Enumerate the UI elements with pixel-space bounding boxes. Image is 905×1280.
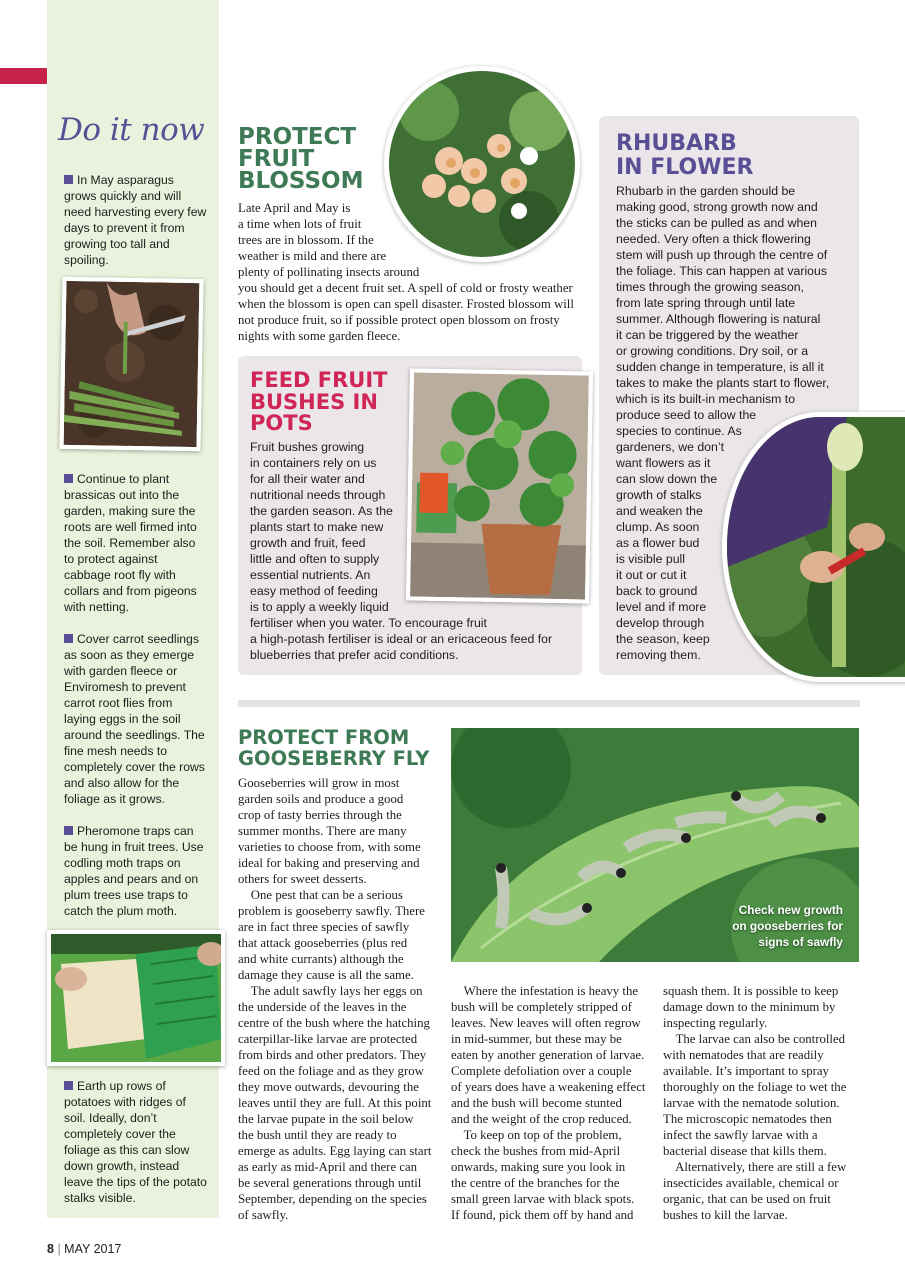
rhubarb-body: Rhubarb in the garden should be making good, strong growth now and the sticks can be pulled as and when needed. Very often a thick flowering stem will push up through the centre of the foliage. This can happen at various times through the growing season, from late spring through until late summer. Although flowering is natural it can be triggered by the weather or growing conditions. Dry soil, or a sudden change in temperature, is all it takes to make the plants start to flower, which is its built-in mechanism to produce seed to allow the species to continue. As gardeners, we don’t want flowers as it can slow down the growth of stalks and weaken the clump. As soon as a flower bud is visible pull it out or cut it back to ground level and if more develop through the season, keep removing them.	[616, 184, 830, 662]
gooseberry-column-1: Gooseberries will grow in most garden soils and produce a good crop of tasty berries through the summer months. There are many varieties to choose from, with some ideal for baking and preserving and others for sweet desserts. One pest that can be a serious problem is gooseberry sawfly. There are in fact three species of sawfly that attack gooseberries (plus red and white currants) although the damage they cause is all the same. The adult sawfly lays her eggs on the underside of the leaves in the centre of the bush where the hatching caterpillar-like larvae are protected from birds and other predators. They feed on the foliage and as they grow they move outwards, devouring the leaves until they are full. At this point the larvae pupate in the soil below the bush until they are ready to emerge as adults. Egg laying can start as early as mid-April and there can be several generations through until September, depending on the species of sawfly.	[238, 776, 432, 1222]
sidebar-heading: Do it now	[58, 112, 205, 148]
bullet-square-icon	[64, 1081, 73, 1090]
bullet-square-icon	[64, 175, 73, 184]
tip-potatoes: Earth up rows of potatoes with ridges of soil. Ideally, don’t completely cover the foliage as this can slow down growth, instead leave the tips of the potato stalks visible.	[64, 1079, 207, 1205]
tip-carrots: Cover carrot seedlings as soon as they emerge with garden fleece or Enviromesh to prevent carrot root flies from laying eggs in the soil around the seedlings. The fine mesh needs to completely cover the rows and also allow for the foliage as it grows.	[64, 632, 205, 806]
rhubarb-title: RHUBARB IN FLOWER	[616, 131, 754, 180]
page-footer	[47, 1242, 121, 1256]
section-divider	[238, 700, 860, 707]
sawfly-caption: Check new growth on gooseberries for signs of sawfly	[732, 903, 843, 949]
issue-date: MAY 2017	[64, 1242, 122, 1256]
asparagus-photo	[60, 277, 204, 451]
blossom-body: Late April and May is a time when lots of fruit trees are in blossom. If the weather is mild and there are plenty of pollinating insects around you should get a decent fruit set. A spell of cold or frosty weather when the blossom is open can spell disaster. Frosted blossom will not produce fruit, so if possible protect open blossom on frosty nights with some garden fleece.	[238, 201, 574, 343]
page-number: 8	[47, 1242, 54, 1256]
sawfly-photo	[451, 728, 859, 962]
tip-asparagus: In May asparagus grows quickly and will need harvesting every few days to prevent it from growing too tall and spoiling.	[64, 173, 207, 267]
feed-title: FEED FRUIT BUSHES IN POTS	[250, 368, 388, 435]
bullet-square-icon	[64, 826, 73, 835]
gooseberry-column-3: squash them. It is possible to keep damage down to the minimum by inspecting regularly. The larvae can also be controlled with nematodes that are readily available. It’s important to spray thoroughly on the foliage to wet the larvae with the nematode solution. The microscopic nematodes then infect the sawfly larvae with a bacterial disease that kills them. Alternatively, there are still a few insecticides available, chemical or organic, that can be used on fruit bushes to kill the larvae.	[663, 984, 847, 1222]
accent-tab	[0, 68, 47, 84]
feed-body: Fruit bushes growing in containers rely on us for all their water and nutritional needs through the garden season. As the plants start to make new growth and fruit, feed little and often to supply essential nutrients. An easy method of feeding is to apply a weekly liquid fertiliser when you water. To encourage fruit a high-potash fertiliser is ideal or an ericaceous feed for blueberries that prefer acid conditions.	[250, 440, 553, 662]
gooseberry-title: PROTECT FROM GOOSEBERRY FLY	[238, 726, 430, 770]
bullet-square-icon	[64, 634, 73, 643]
blossom-title: PROTECT FRUIT BLOSSOM	[238, 124, 364, 194]
pheromone-trap-photo	[47, 930, 225, 1066]
bullet-square-icon	[64, 474, 73, 483]
footer-separator: |	[57, 1242, 61, 1256]
tip-brassicas: Continue to plant brassicas out into the garden, making sure the roots are well firmed into the soil. Remember also to protect against cabbage root fly with collars and from pigeons with netting.	[64, 472, 197, 614]
gooseberry-column-2: Where the infestation is heavy the bush will be completely stripped of leaves. New leaves will often regrow in mid-summer, but these may be eaten by another generation of larvae. Complete defoliation over a couple of years does have a weakening effect and the bush will become stunted and the weight of the crop reduced. To keep on top of the problem, check the bushes from mid-April onwards, making sure you look in the centre of the branches for the small green larvae with black spots. If found, pick them off by hand and	[451, 984, 646, 1222]
tip-pheromone: Pheromone traps can be hung in fruit trees. Use codling moth traps on apples and pears and on plum trees use traps to catch the plum moth.	[64, 824, 204, 918]
